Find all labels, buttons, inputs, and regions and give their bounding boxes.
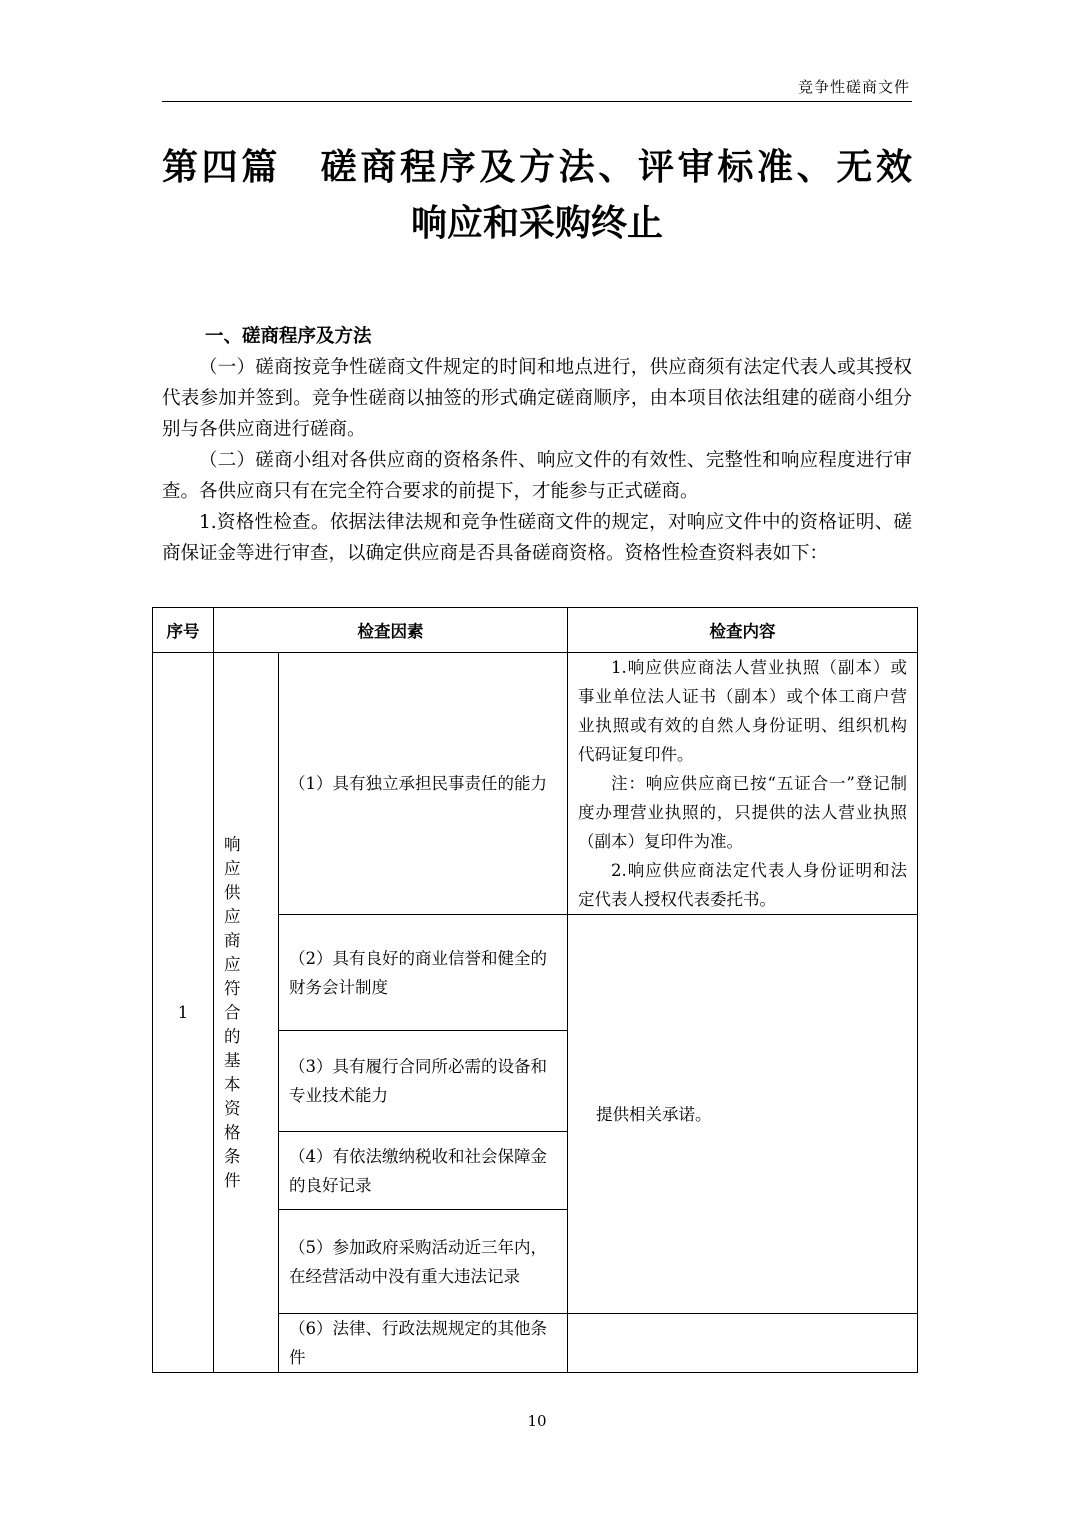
content-1-line-3: 2.响应供应商法定代表人身份证明和法定代表人授权代表委托书。 [578, 861, 907, 909]
header-no: 序号 [153, 608, 214, 653]
category-cell [214, 653, 279, 1373]
factor-2: （2）具有良好的商业信誉和健全的财务会计制度 [279, 915, 568, 1031]
category-text: 响应供应商应符合的基本资格条件 [224, 834, 249, 1190]
content-2-5: 提供相关承诺。 [568, 915, 918, 1314]
header-content: 检查内容 [568, 608, 918, 653]
header-factor: 检查因素 [214, 608, 568, 653]
row-number: 1 [153, 653, 214, 1373]
content-6 [568, 1314, 918, 1373]
factor-5: （5）参加政府采购活动近三年内，在经营活动中没有重大违法记录 [279, 1210, 568, 1314]
title-line-1: 第四篇 磋商程序及方法、评审标准、无效 [162, 147, 912, 188]
qualification-table [152, 607, 918, 1373]
paragraph-3: 1.资格性检查。依据法律法规和竞争性磋商文件的规定，对响应文件中的资格证明、磋商保证金等进行审查，以确定供应商是否具备磋商资格。资格性检查资料表如下： [162, 512, 912, 564]
content-1-line-2: 注：响应供应商已按“五证合一”登记制度办理营业执照的，只提供的法人营业执照（副本）复印件为准。 [578, 774, 907, 851]
section-body [162, 352, 912, 569]
factor-3: （3）具有履行合同所必需的设备和专业技术能力 [279, 1031, 568, 1132]
content-1 [568, 653, 918, 915]
header-rule [162, 101, 912, 102]
paragraph-1: （一）磋商按竞争性磋商文件规定的时间和地点进行，供应商须有法定代表人或其授权代表参加并签到。竞争性磋商以抽签的形式确定磋商顺序，由本项目依法组建的磋商小组分别与各供应商进行磋商。 [162, 357, 912, 440]
header-doc-title: 竞争性磋商文件 [797, 78, 910, 96]
factor-4: （4）有依法缴纳税收和社会保障金的良好记录 [279, 1132, 568, 1210]
section-heading: 一、磋商程序及方法 [205, 326, 372, 347]
paragraph-2: （二）磋商小组对各供应商的资格条件、响应文件的有效性、完整性和响应程度进行审查。各供应商只有在完全符合要求的前提下，才能参与正式磋商。 [162, 450, 912, 502]
factor-6: （6）法律、行政法规规定的其他条件 [279, 1314, 568, 1373]
page-number: 10 [527, 1412, 547, 1430]
table-row [153, 653, 918, 915]
factor-1: （1）具有独立承担民事责任的能力 [279, 653, 568, 915]
title-line-2: 响应和采购终止 [410, 203, 663, 244]
table-header-row [153, 608, 918, 653]
content-1-line-1: 1.响应供应商法人营业执照（副本）或事业单位法人证书（副本）或个体工商户营业执照或有效的自然人身份证明、组织机构代码证复印件。 [578, 658, 907, 764]
page-title [162, 140, 912, 252]
